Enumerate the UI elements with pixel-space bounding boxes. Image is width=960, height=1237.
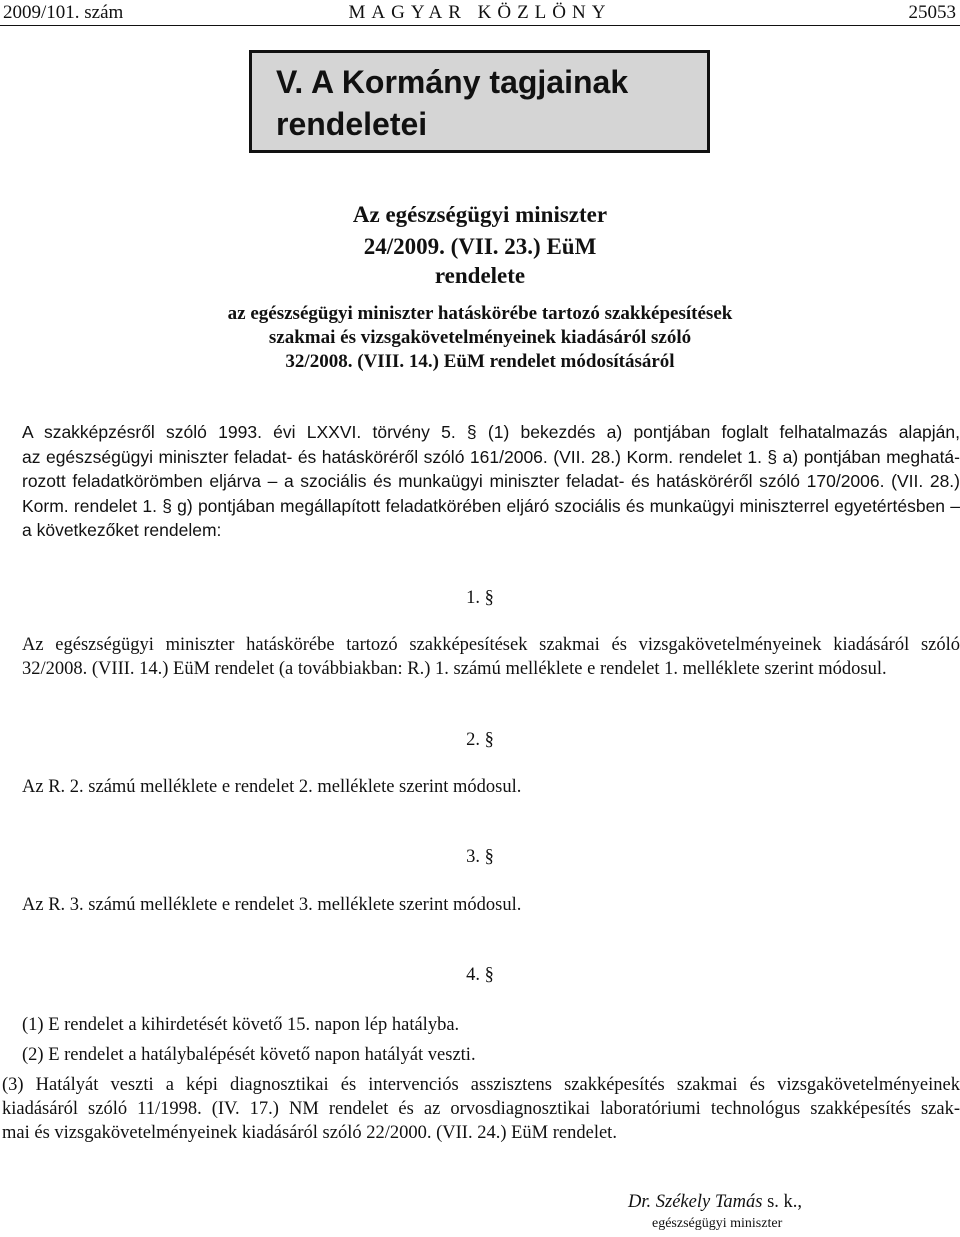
- section-2-text: Az R. 2. számú melléklete e rendelet 2. melléklete szerint módosul.: [22, 777, 522, 797]
- section-title-line1: V. A Kormány tagjainak: [276, 64, 629, 100]
- preamble-line: az egészségügyi miniszter feladat- és hatásköréről szóló 161/2006. (VII. 28.) Korm. rendelet 1. § a) pontjában meghatá-: [22, 446, 960, 467]
- section-4-paragraph-3-line: kiadásáról szóló 11/1998. (IV. 17.) NM rendelet és az orvosdiagnosztikai laboratóriumi technológus szakképesítés szak-: [2, 1099, 960, 1119]
- section-title-line2: rendeletei: [276, 106, 428, 142]
- section-3-heading: 3. §: [466, 847, 494, 867]
- preamble-paragraph: [22, 420, 960, 543]
- decree-subject-line: szakmai és vizsgakövetelményeinek kiadásáról szóló: [268, 327, 692, 348]
- preamble-line: A szakképzésről szóló 1993. évi LXXVI. törvény 5. § (1) bekezdés a) pontjában foglalt felhatalmazás alapján,: [22, 422, 960, 442]
- page-header-issue: 2009/101. szám: [3, 2, 124, 23]
- signatory-title: egészségügyi miniszter: [652, 1216, 783, 1231]
- section-1-text: [22, 633, 960, 681]
- section-4-paragraph-3-line: (3) Hatályát veszti a képi diagnosztikai és intervenciós asszisztens szakképesítés szakmai és vizsgakövetelményeinek: [2, 1075, 960, 1095]
- signature-line: [628, 1190, 802, 1214]
- decree-subject-line: 32/2008. (VIII. 14.) EüM rendelet módosításáról: [285, 351, 675, 372]
- section-2-heading: 2. §: [466, 730, 494, 750]
- section-4-heading: 4. §: [466, 965, 494, 985]
- page-number: 25053: [908, 2, 956, 23]
- decree-type: rendelete: [434, 263, 526, 288]
- preamble-line: Korm. rendelet 1. § g) pontjában megállapított feladatkörében eljáró szociális és munkaügyi miniszterrel egyetértésben –: [22, 495, 960, 516]
- decree-issuer: Az egészségügyi miniszter: [352, 202, 608, 227]
- section-1-heading: 1. §: [466, 588, 494, 608]
- decree-number: 24/2009. (VII. 23.) EüM: [363, 234, 597, 259]
- decree-subject: [0, 302, 960, 374]
- decree-subject-line: az egészségügyi miniszter hatáskörébe tartozó szakképesítések: [227, 303, 733, 324]
- signature-suffix: s. k.,: [762, 1192, 803, 1212]
- section-4-paragraph-2: (2) E rendelet a hatálybalépését követő napon hatályát veszti.: [22, 1045, 476, 1065]
- signatory-name: Dr. Székely Tamás: [628, 1192, 763, 1212]
- section-3-text: Az R. 3. számú melléklete e rendelet 3. melléklete szerint módosul.: [22, 895, 522, 915]
- header-rule: [0, 25, 960, 26]
- page-header-journal: MAGYAR KÖZLÖNY: [348, 2, 612, 23]
- section-4-paragraph-1: (1) E rendelet a kihirdetését követő 15. napon lép hatályba.: [22, 1015, 460, 1035]
- preamble-line: rozott feladatkörömben eljárva – a szociális és munkaügyi miniszter feladat- és hatásköréről szóló 170/2006. (VII. 28.): [22, 471, 960, 491]
- preamble-line: a következőket rendelem:: [22, 520, 222, 540]
- section-1-line: Az egészségügyi miniszter hatáskörébe tartozó szakképesítések szakmai és vizsgakövetelményeinek kiadásáról szóló: [22, 635, 960, 655]
- section-1-line: 32/2008. (VIII. 14.) EüM rendelet (a továbbiakban: R.) 1. számú melléklete e rendelet 1. melléklete szerint módosul.: [22, 659, 887, 679]
- section-4-paragraph-3: [2, 1073, 960, 1145]
- section-title-box: [249, 50, 710, 153]
- section-4-paragraph-3-line: mai és vizsgakövetelményeinek kiadásáról szóló 22/2000. (VII. 24.) EüM rendelet.: [2, 1123, 617, 1143]
